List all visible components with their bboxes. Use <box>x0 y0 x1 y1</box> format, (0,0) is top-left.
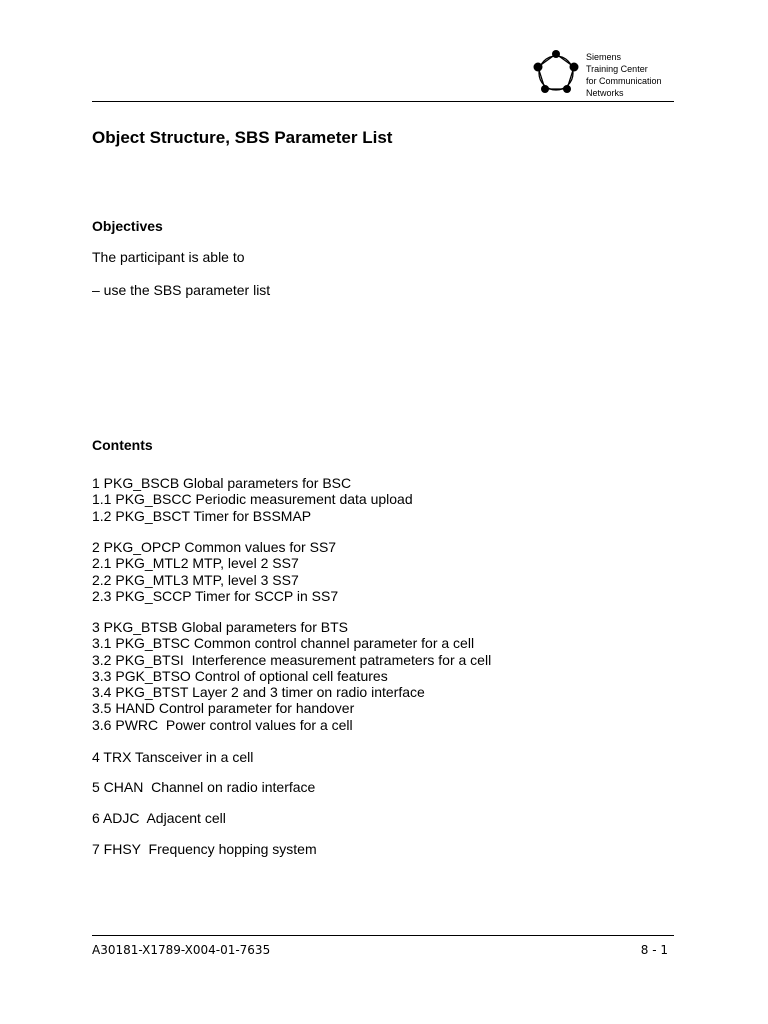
contents-item: 3 PKG_BTSB Global parameters for BTS <box>92 619 348 635</box>
contents-group-2 <box>92 539 338 604</box>
contents-group-1 <box>92 475 413 524</box>
contents-group-4 <box>92 749 253 765</box>
logo-line: Siemens <box>586 52 622 62</box>
contents-item: 3.3 PGK_BTSO Control of optional cell features <box>92 667 388 684</box>
contents-item: 4 TRX Tansceiver in a cell <box>92 749 254 765</box>
contents-item: 6 ADJC Adjacent cell <box>92 810 226 826</box>
siemens-logo-icon <box>530 49 582 97</box>
contents-item: 2.1 PKG_MTL2 MTP, level 2 SS7 <box>92 555 299 572</box>
footer-divider <box>92 935 674 936</box>
contents-item: 1.1 PKG_BSCC Periodic measurement data upload <box>92 491 413 508</box>
document-code: A30181-X1789-X004-01-7635 <box>92 943 271 957</box>
page-number: 8 - 1 <box>640 943 668 957</box>
objectives-heading: Objectives <box>92 218 163 234</box>
contents-item: 3.5 HAND Control parameter for handover <box>92 700 355 717</box>
page-title: Object Structure, SBS Parameter List <box>92 128 393 147</box>
contents-heading: Contents <box>92 437 153 453</box>
contents-group-3 <box>92 619 491 733</box>
contents-item: 3.6 PWRC Power control values for a cell <box>92 716 353 733</box>
contents-item: 2 PKG_OPCP Common values for SS7 <box>92 539 337 555</box>
contents-item: 3.1 PKG_BTSC Common control channel parameter for a cell <box>92 635 475 652</box>
objectives-intro: The participant is able to <box>92 249 245 265</box>
logo-line: Training Center <box>586 64 648 74</box>
logo-text <box>586 51 662 99</box>
contents-item: 3.2 PKG_BTSI Interference measurement patrameters for a cell <box>92 651 492 668</box>
contents-group-5 <box>92 779 315 795</box>
contents-item: 7 FHSY Frequency hopping system <box>92 841 317 857</box>
contents-item: 1.2 PKG_BSCT Timer for BSSMAP <box>92 507 312 524</box>
header-divider <box>92 101 674 102</box>
contents-item: 2.3 PKG_SCCP Timer for SCCP in SS7 <box>92 587 339 604</box>
logo-line: for Communication <box>586 76 662 86</box>
contents-item: 5 CHAN Channel on radio interface <box>92 779 316 795</box>
logo-line: Networks <box>586 88 624 98</box>
contents-group-6 <box>92 810 226 826</box>
contents-group-7 <box>92 841 317 857</box>
contents-item: 1 PKG_BSCB Global parameters for BSC <box>92 475 352 491</box>
objectives-item: – use the SBS parameter list <box>92 282 271 298</box>
contents-item: 3.4 PKG_BTST Layer 2 and 3 timer on radio interface <box>92 684 425 701</box>
contents-item: 2.2 PKG_MTL3 MTP, level 3 SS7 <box>92 571 299 588</box>
